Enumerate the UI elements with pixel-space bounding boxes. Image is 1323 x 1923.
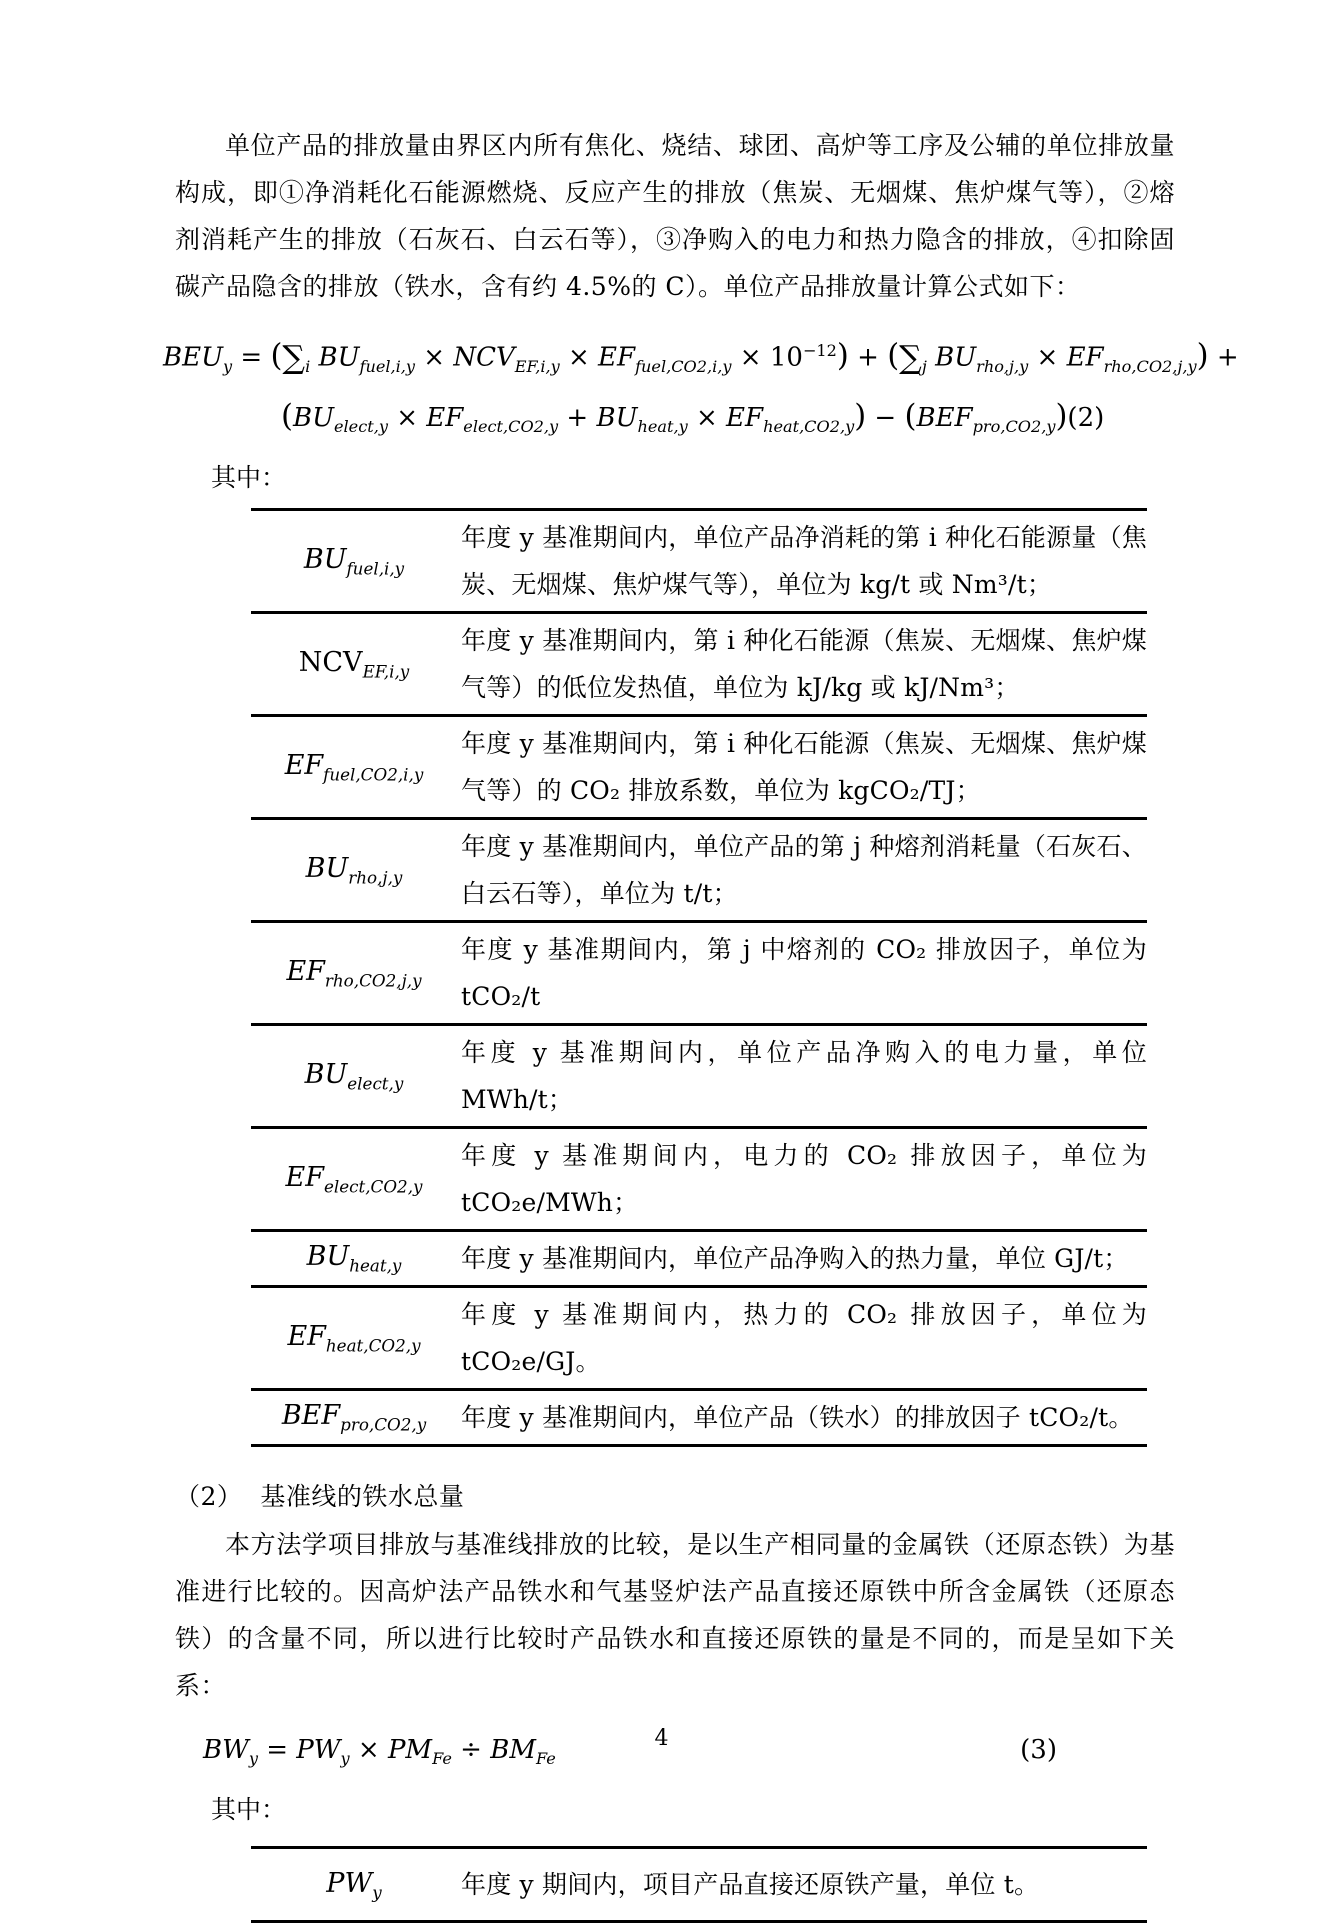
variable-description: 年度 y 基准期间内，单位产品净购入的热力量，单位 GJ/t；	[461, 1244, 1129, 1274]
variable-description: 年度 y 基准期间内，单位产品净消耗的第 i 种化石能源量（焦炭、无烟煤、焦炉煤气等），单位为 kg/t 或 Nm³/t；	[461, 523, 1147, 600]
pw-definition-table	[251, 1846, 1147, 1923]
variable-description: 年度 y 基准期间内，第 i 种化石能源（焦炭、无烟煤、焦炉煤气等）的低位发热值，单位为 kJ/kg 或 kJ/Nm³；	[461, 626, 1147, 703]
section-number: （2）	[175, 1482, 243, 1512]
variable-symbol: $BU_{elect,y}$	[304, 1058, 404, 1094]
table-row	[251, 1848, 1147, 1922]
equation-2-block	[163, 334, 1239, 444]
paragraph-comparison: 本方法学项目排放与基准线排放的比较，是以生产相同量的金属铁（还原态铁）为基准进行比较的。因高炉法产品铁水和气基竖炉法产品直接还原铁中所含金属铁（还原态铁）的含量不同，所以进行比较时产品铁水和直接还原铁的量是不同的，而是呈如下关系：	[175, 1530, 1175, 1701]
section-title: 基准线的铁水总量	[260, 1482, 465, 1512]
variables-definition-table	[251, 508, 1147, 1447]
table-row	[251, 510, 1147, 613]
variable-description: 年度 y 基准期间内，第 i 种化石能源（焦炭、无烟煤、焦炉煤气等）的 CO₂ 排放系数，单位为 kgCO₂/TJ；	[461, 729, 1147, 806]
variable-symbol: $EF_{rho,CO2,j,y}$	[286, 955, 422, 991]
table-row	[251, 613, 1147, 716]
equation-2-line-1	[163, 334, 1239, 384]
variable-description: 年度 y 基准期间内，第 j 中熔剂的 CO₂ 排放因子，单位为 tCO₂/t	[461, 935, 1147, 1012]
equation-2-line-2	[281, 400, 1175, 444]
table-row	[251, 1128, 1147, 1231]
table-row	[251, 819, 1147, 922]
variable-symbol: $EF_{heat,CO2,y}$	[287, 1320, 421, 1356]
table-row	[251, 1231, 1147, 1287]
equation-2-line-2-math: $(BU_{elect,y} \times EF_{elect,CO2,y} + BU_{heat,y} \times EF_{heat,CO2,y}) - (BEF_{pro,CO2,y})$	[281, 398, 1068, 437]
variable-description: 年度 y 基准期间内，热力的 CO₂ 排放因子，单位为 tCO₂e/GJ。	[461, 1300, 1147, 1377]
equation-2-line-1-math: $BEU_y = (\sum_i$ $BU_{fuel,i,y} \times NCV_{EF,i,y} \times EF_{fuel,CO2,i,y} \times 10^{-12}) + (\sum_j$ $BU_{rho,j,y} \times EF_{rho,CO2,j,y}$) +	[163, 338, 1239, 376]
among-label-2: 其中：	[211, 1795, 287, 1825]
variable-symbol: $EF_{elect,CO2,y}$	[285, 1161, 423, 1197]
variable-description: 年度 y 期间内，项目产品直接还原铁产量，单位 t。	[461, 1870, 1040, 1900]
variable-description: 年度 y 基准期间内，单位产品（铁水）的排放因子 tCO₂/t。	[461, 1403, 1134, 1433]
variable-symbol: $NCV_{EF,i,y}$	[298, 646, 410, 682]
table-row	[251, 922, 1147, 1025]
equation-3-number: (3)	[1020, 1735, 1057, 1766]
variable-description: 年度 y 基准期间内，电力的 CO₂ 排放因子，单位为 tCO₂e/MWh；	[461, 1141, 1147, 1218]
table-row	[251, 1390, 1147, 1446]
variable-symbol: $BU_{rho,j,y}$	[305, 852, 403, 888]
variable-description: 年度 y 基准期间内，单位产品的第 j 种熔剂消耗量（石灰石、白云石等），单位为 t/t；	[461, 832, 1147, 909]
table-row	[251, 1025, 1147, 1128]
among-label-1: 其中：	[211, 463, 287, 493]
variable-symbol: $BU_{heat,y}$	[306, 1241, 402, 1276]
variable-symbol: $BEF_{pro,CO2,y}$	[281, 1400, 427, 1435]
table-row	[251, 1287, 1147, 1390]
equation-3-math: $BW_y = PW_y \times PM_{Fe} \div BM_{Fe}$	[203, 1735, 556, 1769]
variable-symbol: $PW_y$	[326, 1867, 382, 1902]
page-content	[163, 122, 1239, 1923]
page-number: 4	[654, 1726, 669, 1751]
equation-2-number: (2)	[1067, 402, 1105, 433]
variable-symbol: $BU_{fuel,i,y}$	[303, 543, 405, 579]
variable-symbol: $EF_{fuel,CO2,i,y}$	[284, 749, 424, 785]
table-row	[251, 716, 1147, 819]
section-heading-baseline-hot-metal	[175, 1473, 1175, 1521]
paragraph-unit-emissions: 单位产品的排放量由界区内所有焦化、烧结、球团、高炉等工序及公辅的单位排放量构成，即①净消耗化石能源燃烧、反应产生的排放（焦炭、无烟煤、焦炉煤气等），②熔剂消耗产生的排放（石灰石、白云石等），③净购入的电力和热力隐含的排放，④扣除固碳产品隐含的排放（铁水，含有约 4.5%的 C）。单位产品排放量计算公式如下：	[175, 131, 1175, 301]
variable-description: 年度 y 基准期间内，单位产品净购入的电力量，单位 MWh/t；	[461, 1038, 1147, 1115]
